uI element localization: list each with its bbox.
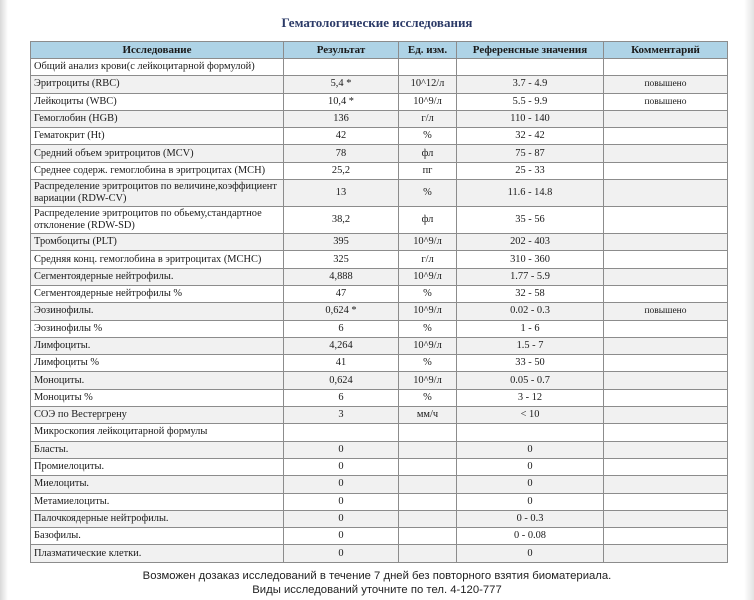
column-header-result: Результат [284,42,399,59]
cell-comment [604,320,728,337]
cell-test-name: Эозинофилы % [31,320,284,337]
cell-comment [604,545,728,562]
cell-reference: 0.02 - 0.3 [457,303,604,320]
table-row [31,372,728,389]
table-row [31,441,728,458]
cell-unit: 10^9/л [399,234,457,251]
cell-reference: 11.6 - 14.8 [457,180,604,207]
cell-comment [604,441,728,458]
column-header-unit: Ед. изм. [399,42,457,59]
cell-comment: повышено [604,303,728,320]
cell-test-name: Тромбоциты (PLT) [31,234,284,251]
cell-comment [604,528,728,545]
cell-test-name: Плазматические клетки. [31,545,284,562]
cell-comment [604,285,728,302]
cell-result: 136 [284,110,399,127]
cell-reference: 3 - 12 [457,389,604,406]
page-edge-shadow-left [0,0,8,600]
cell-comment [604,407,728,424]
cell-reference: 0 [457,441,604,458]
cell-reference: 33 - 50 [457,355,604,372]
cell-unit: 10^12/л [399,76,457,93]
cell-comment [604,128,728,145]
cell-test-name: Сегментоядерные нейтрофилы. [31,268,284,285]
cell-comment [604,59,728,76]
cell-test-name: Базофилы. [31,528,284,545]
cell-comment [604,162,728,179]
cell-reference: 5.5 - 9.9 [457,93,604,110]
cell-unit: 10^9/л [399,337,457,354]
cell-test-name: Средняя конц. гемоглобина в эритроцитах (MCHC) [31,251,284,268]
cell-reference: 310 - 360 [457,251,604,268]
cell-test-name: Гемоглобин (HGB) [31,110,284,127]
cell-comment [604,510,728,527]
table-row [31,303,728,320]
cell-test-name: Бласты. [31,441,284,458]
cell-result: 10,4 * [284,93,399,110]
cell-unit: 10^9/л [399,372,457,389]
cell-result: 4,264 [284,337,399,354]
table-row [31,251,728,268]
cell-reference: 0 - 0.3 [457,510,604,527]
cell-reference: 0.05 - 0.7 [457,372,604,389]
cell-unit [399,493,457,510]
cell-comment [604,355,728,372]
cell-unit [399,476,457,493]
cell-test-name: Миелоциты. [31,476,284,493]
table-row [31,285,728,302]
cell-reference: 1.5 - 7 [457,337,604,354]
cell-test-name: Микроскопия лейкоцитарной формулы [31,424,284,441]
table-row [31,180,728,207]
cell-comment [604,337,728,354]
table-row [31,110,728,127]
cell-result: 0 [284,441,399,458]
cell-unit: фл [399,145,457,162]
table-row [31,128,728,145]
table-row [31,145,728,162]
cell-test-name: Гематокрит (Ht) [31,128,284,145]
cell-comment [604,234,728,251]
cell-reference: 202 - 403 [457,234,604,251]
cell-comment [604,268,728,285]
cell-result: 78 [284,145,399,162]
cell-reference: 3.7 - 4.9 [457,76,604,93]
cell-reference: 1.77 - 5.9 [457,268,604,285]
cell-result: 5,4 * [284,76,399,93]
cell-comment [604,476,728,493]
cell-result [284,424,399,441]
column-header-comment: Комментарий [604,42,728,59]
table-row [31,93,728,110]
table-row [31,207,728,234]
cell-test-name: Распределение эритроцитов по обьему,стандартное отклонение (RDW-SD) [31,207,284,234]
cell-test-name: Моноциты. [31,372,284,389]
table-row [31,458,728,475]
table-row [31,476,728,493]
cell-result: 0 [284,476,399,493]
cell-test-name: Моноциты % [31,389,284,406]
cell-reference: 1 - 6 [457,320,604,337]
cell-comment [604,493,728,510]
cell-test-name: Промиелоциты. [31,458,284,475]
cell-unit: 10^9/л [399,93,457,110]
table-row [31,545,728,562]
cell-test-name: Лимфоциты % [31,355,284,372]
cell-test-name: Эритроциты (RBC) [31,76,284,93]
cell-comment [604,145,728,162]
table-row [31,320,728,337]
table-row [31,162,728,179]
cell-comment [604,180,728,207]
cell-reference: 0 [457,493,604,510]
cell-unit: % [399,355,457,372]
cell-unit [399,528,457,545]
cell-unit: г/л [399,110,457,127]
cell-result: 0,624 [284,372,399,389]
results-table [30,41,728,563]
cell-test-name: Лимфоциты. [31,337,284,354]
cell-unit [399,59,457,76]
table-row [31,76,728,93]
cell-result: 325 [284,251,399,268]
cell-unit: % [399,389,457,406]
cell-unit: 10^9/л [399,268,457,285]
table-row [31,493,728,510]
cell-result: 6 [284,320,399,337]
cell-test-name: Общий анализ крови(с лейкоцитарной формулой) [31,59,284,76]
cell-unit: % [399,180,457,207]
table-row [31,510,728,527]
cell-comment [604,207,728,234]
cell-reference [457,59,604,76]
cell-reference: 0 - 0.08 [457,528,604,545]
cell-test-name: СОЭ по Вестергрену [31,407,284,424]
cell-unit [399,424,457,441]
cell-reference [457,424,604,441]
table-row [31,337,728,354]
cell-reference: 0 [457,476,604,493]
cell-unit [399,458,457,475]
table-row [31,424,728,441]
cell-reference: < 10 [457,407,604,424]
table-header-row [31,42,728,59]
cell-comment: повышено [604,76,728,93]
cell-comment [604,372,728,389]
cell-result: 25,2 [284,162,399,179]
page-edge-shadow-right [744,0,754,600]
table-row [31,389,728,406]
cell-test-name: Распределение эритроцитов по величине,коэффициент вариации (RDW-CV) [31,180,284,207]
table-row [31,268,728,285]
cell-result: 395 [284,234,399,251]
cell-unit [399,545,457,562]
cell-test-name: Эозинофилы. [31,303,284,320]
footer-note-line-1: Возможен дозаказ исследований в течение 7 дней без повторного взятия биоматериала. [142,570,612,582]
cell-result: 0 [284,545,399,562]
table-row [31,528,728,545]
cell-reference: 75 - 87 [457,145,604,162]
cell-result: 6 [284,389,399,406]
cell-test-name: Сегментоядерные нейтрофилы % [31,285,284,302]
cell-reference: 32 - 42 [457,128,604,145]
cell-unit: % [399,285,457,302]
cell-result: 38,2 [284,207,399,234]
cell-unit: фл [399,207,457,234]
cell-result: 13 [284,180,399,207]
cell-comment [604,251,728,268]
cell-comment [604,424,728,441]
cell-comment [604,110,728,127]
cell-result: 41 [284,355,399,372]
cell-unit: г/л [399,251,457,268]
cell-test-name: Среднее содерж. гемоглобина в эритроцитах (MCH) [31,162,284,179]
cell-result: 0 [284,493,399,510]
cell-unit: % [399,128,457,145]
column-header-reference: Референсные значения [457,42,604,59]
cell-result: 0 [284,528,399,545]
table-row [31,59,728,76]
cell-reference: 35 - 56 [457,207,604,234]
cell-test-name: Метамиелоциты. [31,493,284,510]
cell-unit: мм/ч [399,407,457,424]
cell-reference: 0 [457,545,604,562]
cell-comment [604,458,728,475]
table-row [31,355,728,372]
cell-test-name: Лейкоциты (WBC) [31,93,284,110]
cell-result: 47 [284,285,399,302]
table-row [31,407,728,424]
page-title: Гематологические исследования [281,15,473,30]
cell-unit: 10^9/л [399,303,457,320]
footer-note-line-2: Виды исследований уточните по тел. 4-120-777 [252,584,502,596]
cell-result: 0 [284,510,399,527]
cell-unit: пг [399,162,457,179]
cell-reference: 25 - 33 [457,162,604,179]
cell-unit: % [399,320,457,337]
column-header-test: Исследование [31,42,284,59]
results-table-body [31,59,728,563]
cell-comment [604,389,728,406]
cell-result: 0,624 * [284,303,399,320]
cell-result: 0 [284,458,399,475]
cell-result: 3 [284,407,399,424]
cell-reference: 110 - 140 [457,110,604,127]
table-row [31,234,728,251]
cell-comment: повышено [604,93,728,110]
cell-reference: 0 [457,458,604,475]
cell-test-name: Средний объем эритроцитов (MCV) [31,145,284,162]
cell-result: 42 [284,128,399,145]
cell-unit [399,510,457,527]
cell-result [284,59,399,76]
cell-reference: 32 - 58 [457,285,604,302]
cell-result: 4,888 [284,268,399,285]
cell-test-name: Палочкоядерные нейтрофилы. [31,510,284,527]
cell-unit [399,441,457,458]
